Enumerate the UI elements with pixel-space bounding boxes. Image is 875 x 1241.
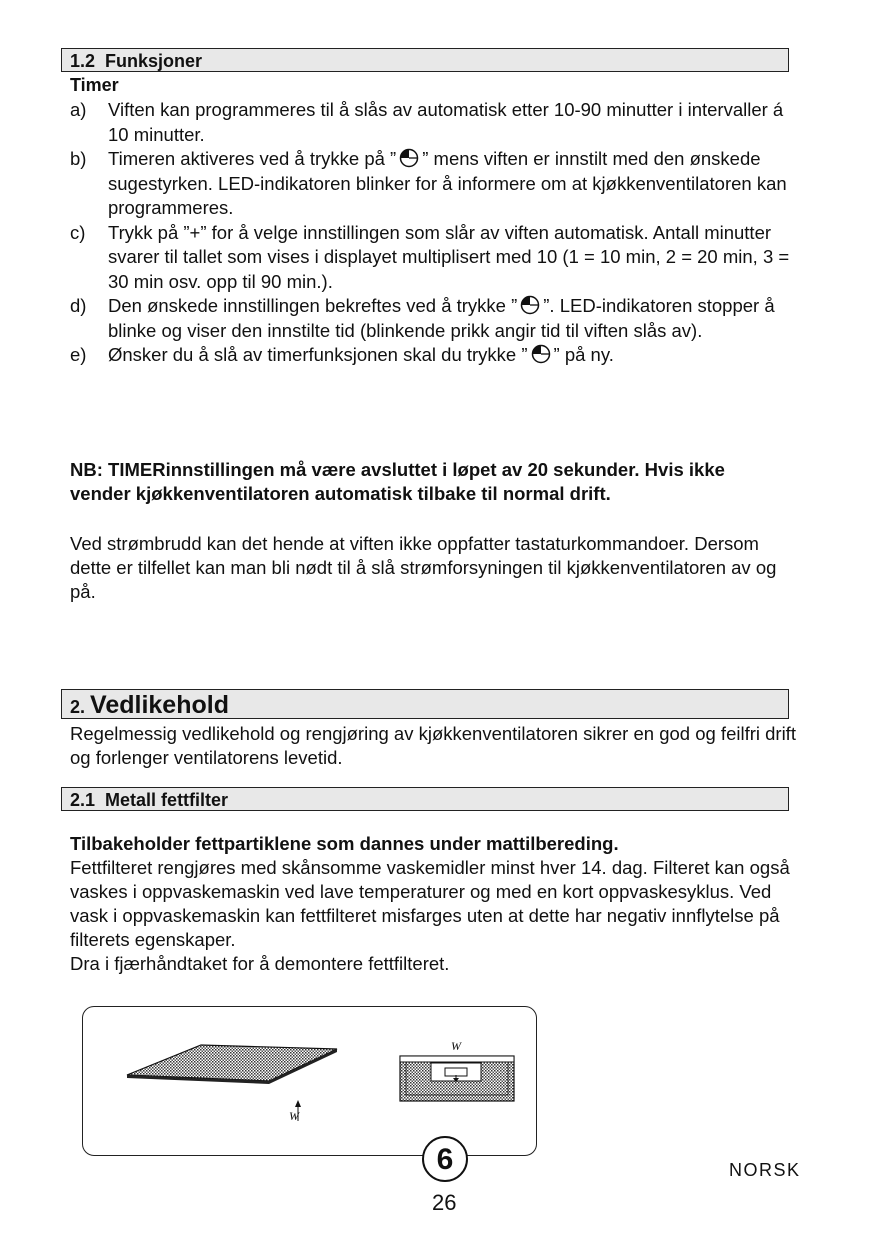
section-number: 2. — [70, 697, 86, 717]
item-text-pre: Den ønskede innstillingen bekreftes ved å trykke ” — [108, 295, 518, 316]
section-number: 1.2 — [70, 51, 96, 71]
item-text: Trykk på ”+” for å velge innstillingen som slår av viften automatisk. Antall minutter svarer til tallet som vises i displayet multiplisert med 10 (1 = 10 min, 2 = 20 min, 3 = 30 min osv. opp til 90 min.). — [108, 221, 790, 292]
item-text: Viften kan programmeres til å slås av automatisk etter 10-90 minutter i intervaller á 10 minutter. — [108, 99, 784, 145]
figure-label-right: W — [451, 1039, 461, 1053]
list-item — [70, 147, 790, 221]
figure-number-badge: 6 — [422, 1136, 468, 1182]
item-letter: b) — [70, 148, 87, 169]
timer-clock-icon — [531, 344, 551, 364]
section-title: Metall fettfilter — [105, 790, 229, 810]
filter-removal: Dra i fjærhåndtaket for å demontere fettfilteret. — [70, 953, 450, 974]
timer-clock-icon — [399, 148, 419, 168]
timer-clock-icon — [520, 295, 540, 315]
item-text-post: ” mens viften er innstilt med den ønskede sugestyrken. LED-indikatoren blinker for å informere om at kjøkkenventilatoren kan programmeres. — [108, 148, 787, 218]
section-header-2-1 — [61, 787, 789, 811]
item-text-pre: Ønsker du å slå av timerfunksjonen skal du trykke ” — [108, 344, 528, 365]
grease-filter-illustration — [83, 1007, 535, 1154]
item-letter: c) — [70, 221, 86, 243]
section-title: Vedlikehold — [90, 691, 229, 719]
item-letter: d) — [70, 295, 87, 316]
list-item — [70, 343, 790, 368]
figure-grease-filter — [82, 1006, 537, 1156]
list-item — [70, 98, 790, 147]
item-letter: e) — [70, 344, 87, 365]
filter-heading: Tilbakeholder fettpartiklene som dannes under mattilbereding. — [70, 833, 619, 854]
timer-heading: Timer — [70, 75, 119, 95]
figure-label-left: W — [289, 1109, 299, 1123]
timer-instructions — [70, 98, 790, 368]
item-text-post: ” på ny. — [553, 344, 614, 365]
section-number: 2.1 — [70, 790, 96, 810]
item-text-pre: Timeren aktiveres ved å trykke på ” — [108, 148, 397, 169]
page-number: 26 — [432, 1190, 457, 1215]
timer-note: NB: TIMERinnstillingen må være avsluttet i løpet av 20 sekunder. Hvis ikke vender kjøkkenventilatoren automatisk tilbake til normal drift. — [70, 459, 725, 504]
section-header-2 — [61, 689, 789, 719]
filter-body: Fettfilteret rengjøres med skånsomme vaskemidler minst hver 14. dag. Filteret kan også vaskes i oppvaskemaskin ved lave temperaturer og med en kort oppvaskesyklus. Ved vask i oppvaskemaskin kan fettfilteret misfarges uten at dette har negativ innflytelse på filterets egenskaper. — [70, 857, 790, 950]
list-item — [70, 221, 790, 295]
item-text-post: ”. LED-indikatoren stopper å blinke og viser den innstilte tid (blinkende prikk angir tid til viften slås av). — [108, 295, 775, 341]
power-outage-paragraph: Ved strømbrudd kan det hende at viften ikke oppfatter tastaturkommandoer. Dersom dette er tilfellet kan man bli nødt til å slå strømforsyningen til kjøkkenventilatoren av og på. — [70, 533, 777, 602]
item-letter: a) — [70, 99, 87, 120]
section-title: Funksjoner — [105, 51, 203, 71]
footer-language: NORSK — [729, 1160, 801, 1180]
list-item — [70, 294, 790, 343]
maintenance-intro: Regelmessig vedlikehold og rengjøring av kjøkkenventilatoren sikrer en god og feilfri drift og forlenger ventilatorens levetid. — [70, 723, 796, 768]
section-header-1-2 — [61, 48, 789, 72]
